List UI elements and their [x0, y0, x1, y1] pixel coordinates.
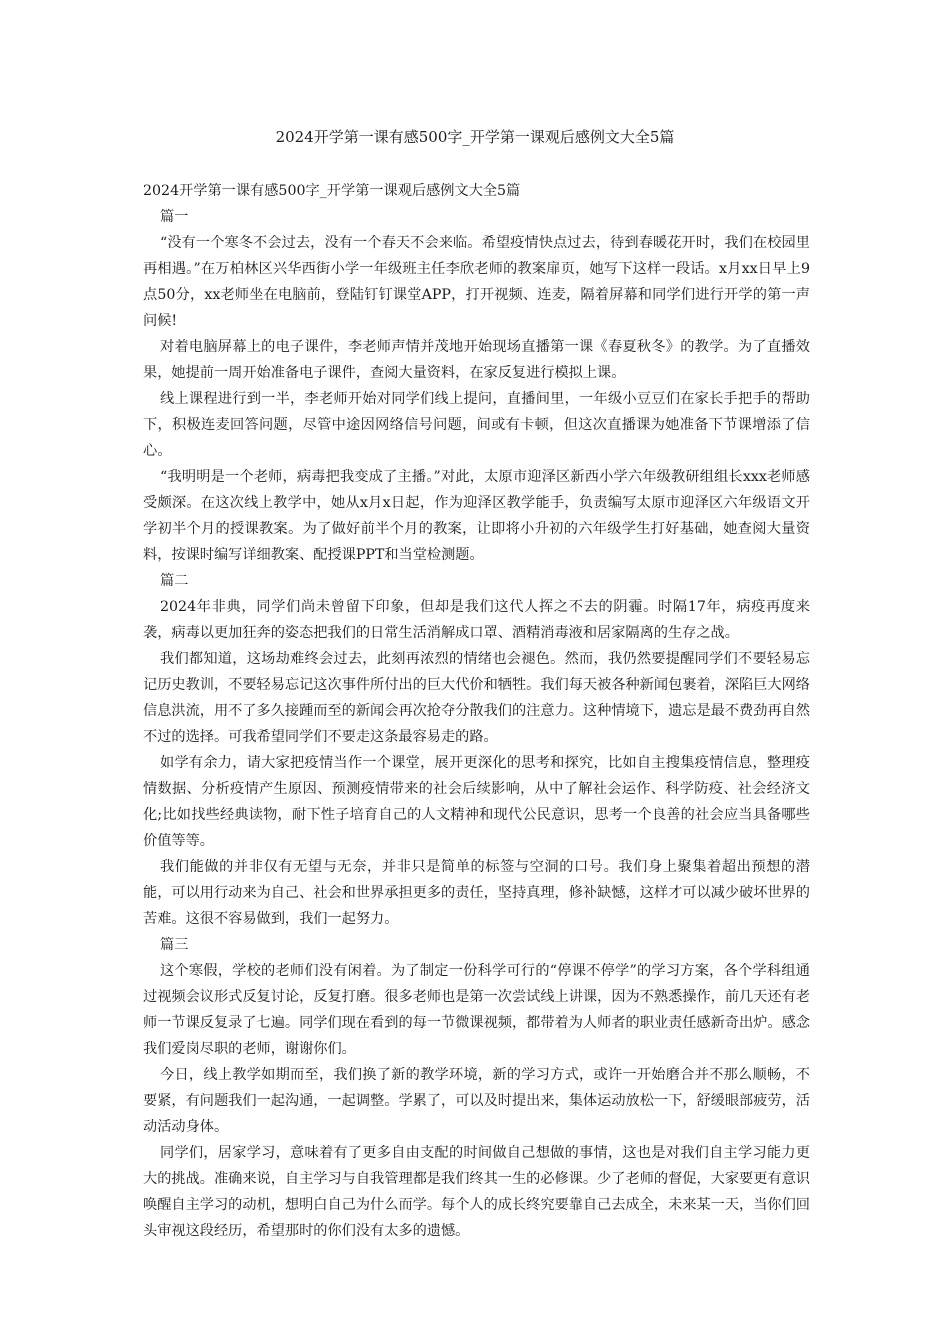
paragraph: 我们都知道，这场劫难终会过去，此刻再浓烈的情绪也会褪色。然而，我仍然要提醒同学们不要轻易忘记历史教训，不要轻易忘记这次事件所付出的巨大代价和牺牲。我们每天被各种新闻包裹着，深陷巨大网络信息洪流，用不了多久接踵而至的新闻会再次抢夺分散我们的注意力。这种情境下，遗忘是最不费劲再自然不过的选择。可我希望同学们不要走这条最容易走的路。 [143, 651, 810, 745]
paragraph: 如学有余力，请大家把疫情当作一个课堂，展开更深化的思考和探究，比如自主搜集疫情信息，整理疫情数据、分析疫情产生原因、预测疫情带来的社会后续影响，从中了解社会运作、科学防疫、社会经济文化;比如找些经典读物，耐下性子培育自己的人文精神和现代公民意识，思考一个良善的社会应当具备哪些价值等等。 [143, 755, 810, 849]
document-body [143, 178, 810, 1244]
section-heading: 篇一 [160, 209, 189, 225]
paragraph: 对着电脑屏幕上的电子课件，李老师声情并茂地开始现场直播第一课《春夏秋冬》的教学。为了直播效果，她提前一周开始准备电子课件，查阅大量资料，在家反复进行模拟上课。 [143, 339, 810, 381]
section-heading: 篇三 [160, 937, 189, 953]
paragraph: 我们能做的并非仅有无望与无奈，并非只是简单的标签与空洞的口号。我们身上聚集着超出预想的潜能，可以用行动来为自己、社会和世界承担更多的责任，坚持真理，修补缺憾，这样才可以减少破坏世界的苦难。这很不容易做到，我们一起努力。 [143, 859, 810, 927]
paragraph: 线上课程进行到一半，李老师开始对同学们线上提问，直播间里，一年级小豆豆们在家长手把手的帮助下，积极连麦回答问题，尽管中途因网络信号问题，间或有卡顿，但这次直播课为她准备下节课增添了信心。 [143, 391, 810, 459]
paragraph: “没有一个寒冬不会过去，没有一个春天不会来临。希望疫情快点过去，待到春暖花开时，我们在校园里再相遇。”在万柏林区兴华西街小学一年级班主任李欣老师的教案扉页，她写下这样一段话。x月xx日早上9点50分，xx老师坐在电脑前，登陆钉钉课堂APP，打开视频、连麦，隔着屏幕和同学们进行开学的第一声问候! [143, 235, 810, 329]
paragraph: 今日，线上教学如期而至，我们换了新的教学环境，新的学习方式，或许一开始磨合并不那么顺畅，不要紧，有问题我们一起沟通，一起调整。学累了，可以及时提出来，集体运动放松一下，舒缓眼部疲劳，活动活动身体。 [143, 1067, 810, 1135]
paragraph: 这个寒假，学校的老师们没有闲着。为了制定一份科学可行的“停课不停学”的学习方案，各个学科组通过视频会议形式反复讨论，反复打磨。很多老师也是第一次尝试线上讲课，因为不熟悉操作，前几天还有老师一节课反复录了七遍。同学们现在看到的每一节微课视频，都带着为人师者的职业责任感新奇出炉。感念我们爱岗尽职的老师，谢谢你们。 [143, 963, 810, 1057]
paragraph: “我明明是一个老师，病毒把我变成了主播。”对此，太原市迎泽区新西小学六年级教研组组长xxx老师感受颇深。在这次线上教学中，她从x月x日起，作为迎泽区教学能手，负责编写太原市迎泽区六年级语文开学初半个月的授课教案。为了做好前半个月的教案，让即将小升初的六年级学生打好基础，她查阅大量资料，按课时编写详细教案、配授课PPT和当堂检测题。 [143, 469, 810, 563]
paragraph: 同学们，居家学习，意味着有了更多自由支配的时间做自己想做的事情，这也是对我们自主学习能力更大的挑战。准确来说，自主学习与自我管理都是我们终其一生的必修课。少了老师的督促，大家要更有意识唤醒自主学习的动机，想明白自己为什么而学。每个人的成长终究要靠自己去成全，未来某一天，当你们回头审视这段经历，希望那时的你们没有太多的遗憾。 [143, 1145, 810, 1239]
document-title: 2024开学第一课有感500字_开学第一课观后感例文大全5篇 [275, 128, 675, 146]
paragraph: 2024年非典，同学们尚未曾留下印象，但却是我们这代人挥之不去的阴霾。时隔17年，病疫再度来袭，病毒以更加狂奔的姿态把我们的日常生活消解成口罩、酒精消毒液和居家隔离的生存之战。 [143, 599, 810, 641]
document-subtitle: 2024开学第一课有感500字_开学第一课观后感例文大全5篇 [143, 183, 521, 199]
section-heading: 篇二 [160, 573, 189, 589]
